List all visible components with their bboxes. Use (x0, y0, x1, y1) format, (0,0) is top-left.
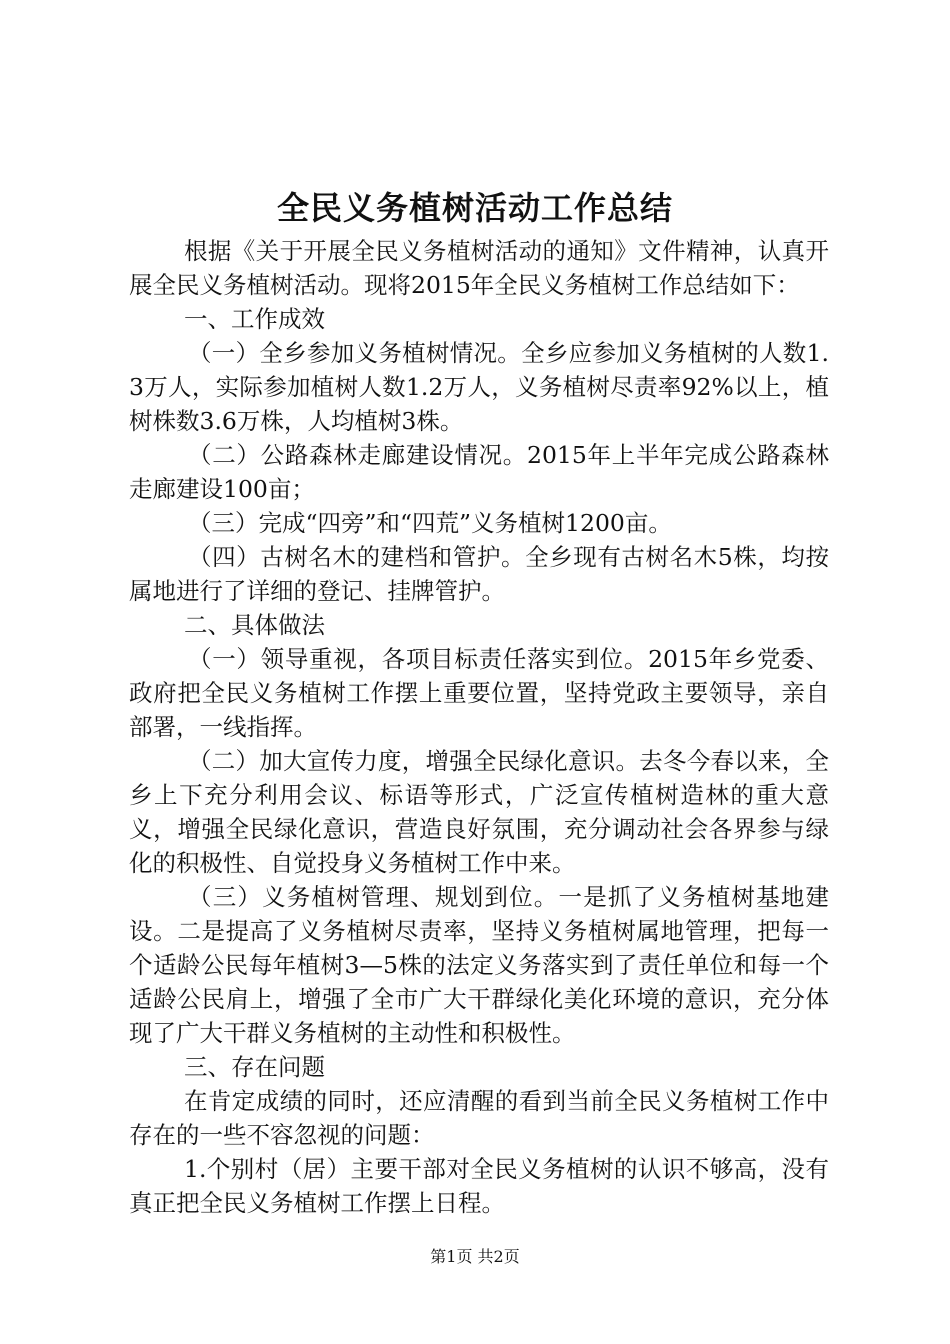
paragraph-ancient-trees: （四）古树名木的建档和管护。全乡现有古树名木5株，均按属地进行了详细的登记、挂牌管护。 (129, 543, 829, 605)
section-heading-results: 一、工作成效 (184, 305, 325, 333)
intro-paragraph: 根据《关于开展全民义务植树活动的通知》文件精神，认真开展全民义务植树活动。现将2015年全民义务植树工作总结如下： (129, 237, 829, 299)
paragraph-four-sides: （三）完成“四旁”和“四荒”义务植树1200亩。 (188, 509, 672, 537)
section-heading-methods: 二、具体做法 (184, 611, 325, 639)
paragraph-leadership: （一）领导重视，各项目标责任落实到位。2015年乡党委、政府把全民义务植树工作摆上重要位置，坚持党政主要领导，亲自部署，一线指挥。 (129, 645, 829, 741)
section-heading-problems: 三、存在问题 (184, 1053, 325, 1081)
paragraph-management: （三）义务植树管理、规划到位。一是抓了义务植树基地建设。二是提高了义务植树尽责率，坚持义务植树属地管理，把每一个适龄公民每年植树3—5株的法定义务落实到了责任单位和每一个适龄公民肩上，增强了全市广大干群绿化美化环境的意识，充分体现了广大干群义务植树的主动性和积极性。 (129, 883, 829, 1047)
paragraph-forest-corridor: （二）公路森林走廊建设情况。2015年上半年完成公路森林走廊建设100亩； (129, 441, 829, 503)
paragraph-publicity: （二）加大宣传力度，增强全民绿化意识。去冬今春以来，全乡上下充分利用会议、标语等形式，广泛宣传植树造林的重大意义，增强全民绿化意识，营造良好氛围，充分调动社会各界参与绿化的积极性、自觉投身义务植树工作中来。 (129, 747, 829, 877)
page-footer: 第1页 共2页 (430, 1247, 520, 1266)
document-title: 全民义务植树活动工作总结 (276, 189, 673, 227)
paragraph-problem-1: 1.个别村（居）主要干部对全民义务植树的认识不够高，没有真正把全民义务植树工作摆上日程。 (129, 1155, 829, 1217)
paragraph-problems-intro: 在肯定成绩的同时，还应清醒的看到当前全民义务植树工作中存在的一些不容忽视的问题： (129, 1087, 829, 1149)
paragraph-participation: （一）全乡参加义务植树情况。全乡应参加义务植树的人数1.3万人，实际参加植树人数1.2万人，义务植树尽责率92%以上，植树株数3.6万株，人均植树3株。 (129, 339, 829, 435)
document-body (129, 234, 829, 1220)
